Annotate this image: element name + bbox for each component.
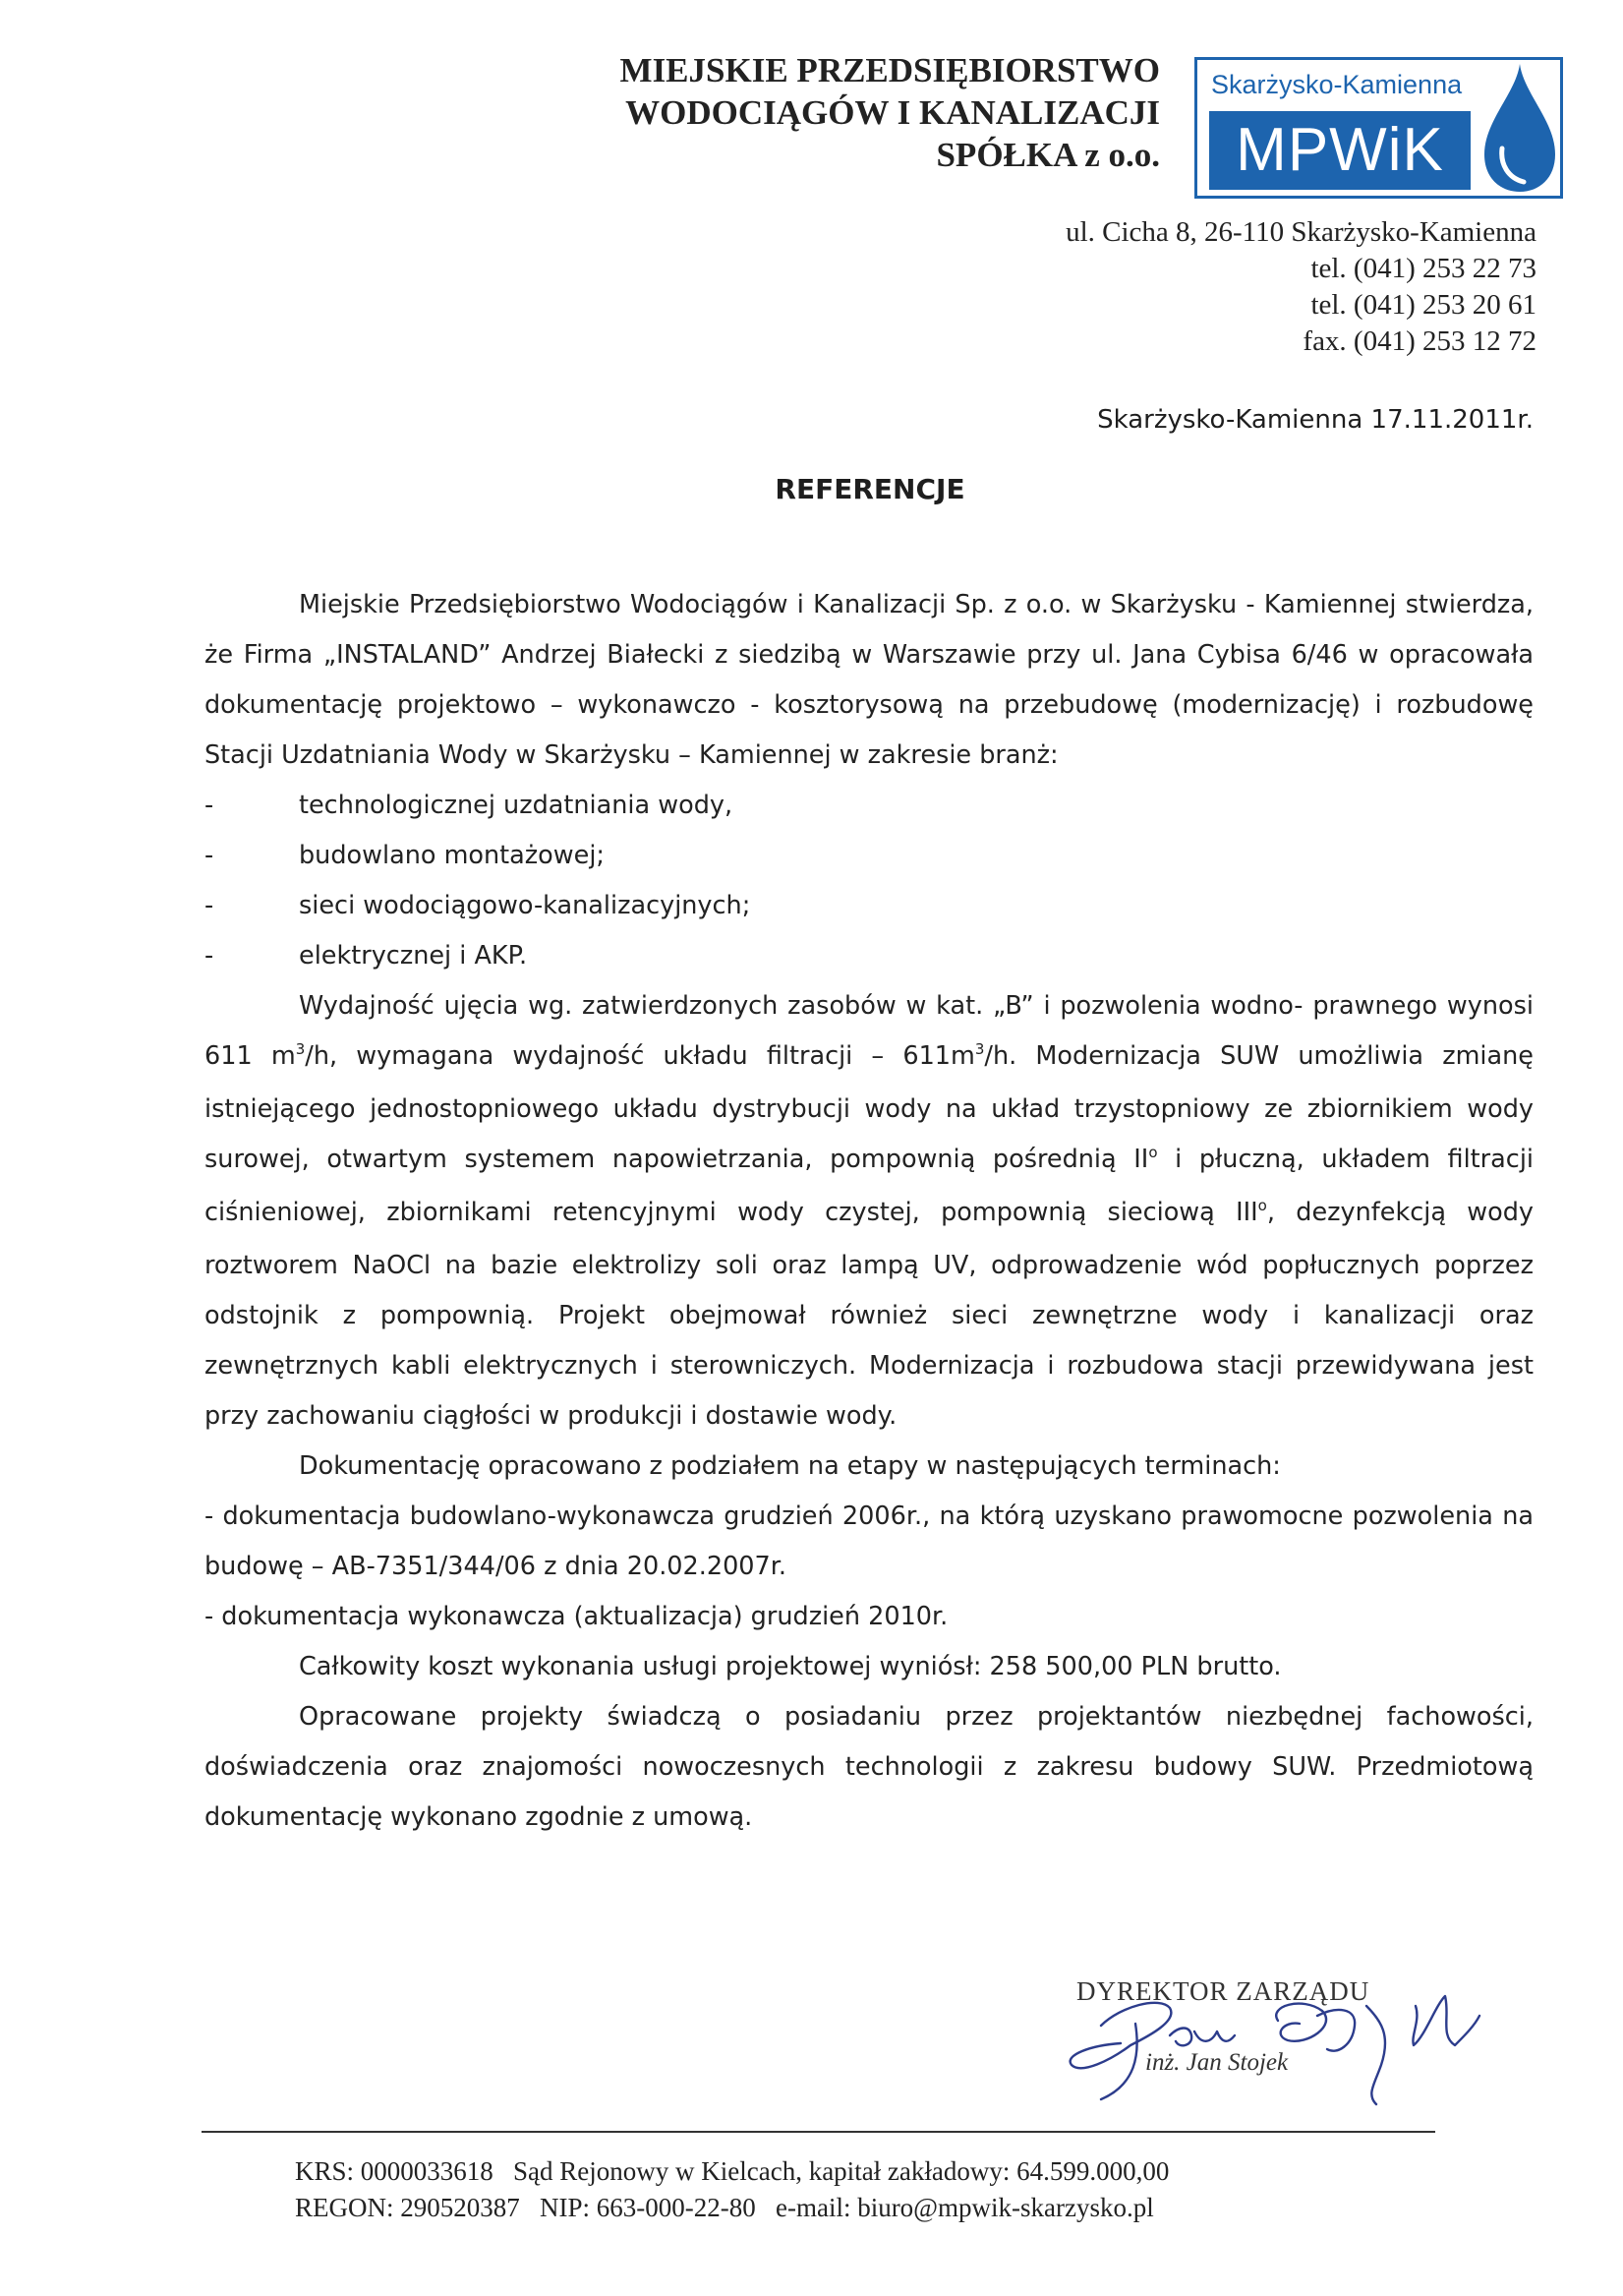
water-drop-icon <box>1477 60 1561 198</box>
paragraph-capacity <box>204 981 1534 1442</box>
capacity-text-3: /h. Modernizacja SUW umożliwia zmianę istniejącego jednostopniowego układu dystrybucji wody na układ trzystopniowy ze zbiornikiem wody surowej, otwartym systemem napowietrzania, pompownią pośrednią II <box>204 1041 1534 1174</box>
list-dash: - <box>204 841 214 870</box>
address-tel-1: tel. (041) 253 22 73 <box>1310 253 1536 284</box>
paragraph-conclusion: Opracowane projekty świadczą o posiadaniu przez projektantów niezbędnej fachowości, doświadczenia oraz znajomości nowoczesnych technologii z zakresu budowy SUW. Przedmiotową dokumentację wykonano zgodnie z umową. <box>204 1702 1534 1832</box>
superscript: o <box>1257 1197 1267 1214</box>
company-address <box>885 214 1536 360</box>
mpwik-logo <box>1194 57 1563 199</box>
list-item-text: budowlano montażowej; <box>299 841 606 870</box>
letter-body <box>204 580 1534 1843</box>
list-dash: - <box>204 941 214 971</box>
list-item <box>204 881 1534 931</box>
footer <box>295 2153 1376 2226</box>
signature-title: DYREKTOR ZARZĄDU <box>1076 1976 1370 2006</box>
list-item <box>204 781 1534 831</box>
paragraph-stages: Dokumentację opracowano z podziałem na etapy w następujących terminach: <box>299 1451 1281 1481</box>
logo-city-text: Skarżysko-Kamienna <box>1211 70 1463 99</box>
list-dash: - <box>204 891 214 920</box>
capacity-text-4: i płuczną, układem filtracji ciśnieniowej, zbiornikami retencyjnymi wody czystej, pompownią sieciową III <box>204 1145 1534 1227</box>
logo-brand-text: MPWiK <box>1209 111 1471 190</box>
handwritten-signature <box>1042 1967 1514 2114</box>
address-street: ul. Cicha 8, 26-110 Skarżysko-Kamienna <box>1066 216 1536 248</box>
company-name-line-1: MIEJSKIE PRZEDSIĘBIORSTWO <box>619 51 1160 89</box>
company-name-line-2: WODOCIĄGÓW I KANALIZACJI <box>625 93 1160 132</box>
footer-divider <box>202 2131 1435 2133</box>
list-item-text: elektrycznej i AKP. <box>299 941 528 971</box>
capacity-text-1: Wydajność ujęcia wg. zatwierdzonych zasobów w kat. „B” i pozwolenia wodno- prawnego wynosi 611 m <box>204 991 1534 1071</box>
list-item <box>204 931 1534 981</box>
capacity-text-5: , dezynfekcją wody roztworem NaOCl na bazie elektrolizy soli oraz lampą UV, odprowadzenie wód popłucznych poprzez odstojnik z pompownią. Projekt obejmował również sieci zewnętrzne wody i kanalizacji oraz zewnętrznych kabli elektrycznych i sterowniczych. Modernizacja i rozbudowa stacji przewidywana jest przy zachowaniu ciągłości w produkcji i dostawie wody. <box>204 1198 1534 1431</box>
company-name-line-3: SPÓŁKA z o.o. <box>936 136 1160 174</box>
paragraph-cost: Całkowity koszt wykonania usługi projektowej wyniósł: 258 500,00 PLN brutto. <box>299 1652 1282 1681</box>
document-title: REFERENCJE <box>775 473 965 505</box>
superscript: 3 <box>974 1040 985 1058</box>
capacity-text-2: /h, wymagana wydajność układu filtracji – 611m <box>305 1041 975 1071</box>
paragraph-stage-1: - dokumentacja budowlano-wykonawcza grudzień 2006r., na którą uzyskano prawomocne pozwolenia na budowę – AB-7351/344/06 z dnia 20.02.2007r. <box>204 1501 1534 1581</box>
footer-line-contact: REGON: 290520387 NIP: 663-000-22-80 e-mail: biuro@mpwik-skarzysko.pl <box>295 2193 1154 2222</box>
paragraph-intro: Miejskie Przedsiębiorstwo Wodociągów i Kanalizacji Sp. z o.o. w Skarżysku - Kamiennej stwierdza, że Firma „INSTALAND” Andrzej Białecki z siedzibą w Warszawie przy ul. Jana Cybisa 6/46 w opracowała dokumentację projektowo – wykonawczo - kosztorysową na przebudowę (modernizację) i rozbudowę Stacji Uzdatniania Wody w Skarżysku – Kamiennej w zakresie branż: <box>204 590 1534 770</box>
company-name <box>472 49 1160 176</box>
address-fax: fax. (041) 253 12 72 <box>1303 325 1536 357</box>
superscript: o <box>1148 1144 1158 1161</box>
list-dash: - <box>204 791 214 820</box>
signature-name: inż. Jan Stojek <box>1145 2049 1289 2076</box>
document-date: Skarżysko-Kamienna 17.11.2011r. <box>1097 405 1534 435</box>
paragraph-stage-2: - dokumentacja wykonawcza (aktualizacja) grudzień 2010r. <box>204 1602 949 1631</box>
address-tel-2: tel. (041) 253 20 61 <box>1310 289 1536 321</box>
superscript: 3 <box>295 1040 306 1058</box>
footer-line-registry: KRS: 0000033618 Sąd Rejonowy w Kielcach, kapitał zakładowy: 64.599.000,00 <box>295 2156 1170 2186</box>
list-item <box>204 831 1534 881</box>
list-item-text: sieci wodociągowo-kanalizacyjnych; <box>299 891 751 920</box>
list-item-text: technologicznej uzdatniania wody, <box>299 791 733 820</box>
